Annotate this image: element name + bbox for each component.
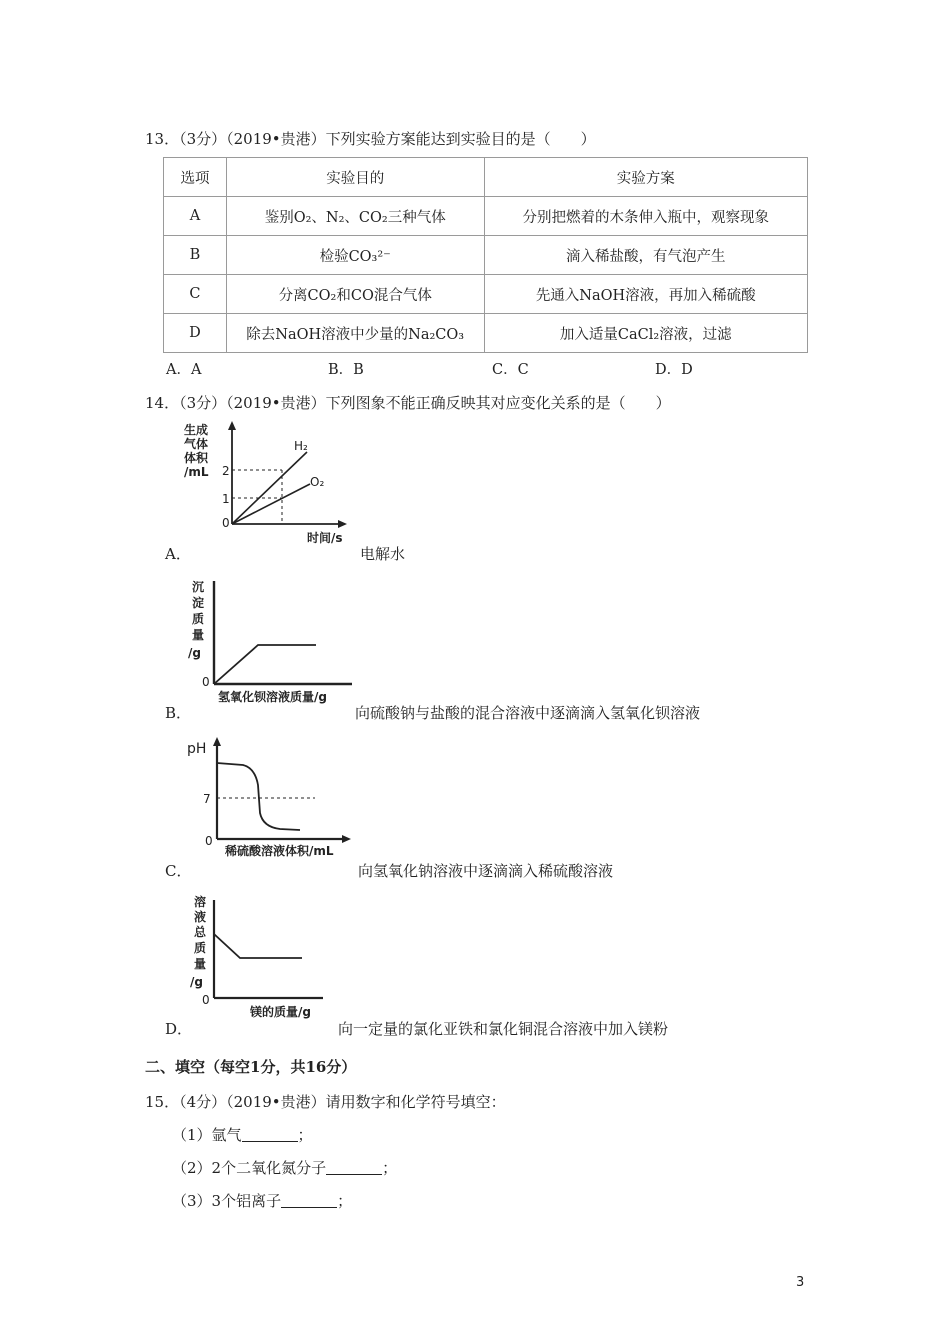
q15-item-end: ； [337,1192,353,1210]
answer-blank[interactable] [326,1160,382,1175]
q15-item-label: （3）3个铝离子 [172,1192,282,1210]
q15-item [172,1157,397,1178]
table-header: 实验目的 [226,158,484,197]
q15-item [172,1190,352,1211]
table-cell: B [164,236,227,275]
graph-a-ylabel: /mL [184,465,209,479]
graph-b-ylabel: 量 [192,628,205,642]
graph-b-ylabel: 沉 [192,580,205,594]
table-cell: 分别把燃着的木条伸入瓶中，观察现象 [484,197,807,236]
q13-option-d: D．D [655,362,693,378]
table-cell: 分离CO₂和CO混合气体 [226,275,484,314]
table-cell: 鉴别O₂、N₂、CO₂三种气体 [226,197,484,236]
mass-curve [214,934,302,958]
graph-d-ylabel: 质 [194,941,207,955]
graph-c-ylabel: pH [187,741,207,757]
graph-b-xlabel: 氢氧化钡溶液质量/g [218,690,327,704]
graph-a-ylabel: 气体 [184,437,209,451]
q14-stem: 14．（3分）（2019•贵港）下列图象不能正确反映其对应变化关系的是（ ） [145,394,671,412]
ph-curve [217,763,300,830]
table-cell: 滴入稀盐酸，有气泡产生 [484,236,807,275]
series-label-o2: O₂ [310,475,325,489]
q15-item-label: （1）氩气 [172,1126,242,1144]
q15-item [172,1124,313,1145]
q14-option-c-letter: C． [165,862,192,880]
y-tick-label: 2 [222,464,230,478]
table-cell: 检验CO₃²⁻ [226,236,484,275]
graph-a [182,418,352,548]
section-title: 二、填空（每空1分，共16分） [145,1058,357,1076]
graph-d [188,892,348,1022]
origin-label: 0 [205,834,213,848]
graph-d-ylabel: /g [190,975,203,989]
table-row [164,275,808,314]
table-cell: 加入适量CaCl₂溶液，过滤 [484,314,807,353]
answer-blank[interactable] [242,1127,298,1142]
origin-label: 0 [202,675,210,689]
graph-b-ylabel: 质 [192,612,205,626]
q14-option-a-caption: 电解水 [360,545,406,563]
q13-option-a: A．A [166,362,202,378]
graph-d-xlabel: 镁的质量/g [250,1005,311,1019]
graph-d-ylabel: 液 [194,910,207,924]
series-label-h2: H₂ [294,439,308,453]
graph-a-ylabel: 体积 [184,451,209,465]
h2-line [232,452,307,524]
table-header: 实验方案 [484,158,807,197]
o2-line [232,484,310,524]
q13-stem: 13．（3分）（2019•贵港）下列实验方案能达到实验目的是（ ） [145,130,596,148]
graph-b-ylabel: 淀 [192,596,205,610]
table-header: 选项 [164,158,227,197]
graph-b-ylabel: /g [188,646,201,660]
y-axis-arrow-icon [228,421,236,430]
x-axis-arrow-icon [342,835,351,843]
precipitate-curve [214,645,316,684]
answer-blank[interactable] [281,1193,337,1208]
origin-label: 0 [222,516,230,530]
q14-option-b-caption: 向硫酸钠与盐酸的混合溶液中逐滴滴入氢氧化钡溶液 [355,704,701,722]
table-cell: A [164,197,227,236]
graph-b [182,577,362,707]
q13-option-c: C．C [492,362,529,378]
table-cell: 先通入NaOH溶液，再加入稀硫酸 [484,275,807,314]
graph-a-xlabel: 时间/s [307,531,343,545]
y-axis-arrow-icon [213,737,221,746]
table-cell: D [164,314,227,353]
table-row [164,197,808,236]
y-tick-label: 7 [203,792,211,806]
q14-option-c-caption: 向氢氧化钠溶液中逐滴滴入稀硫酸溶液 [358,862,614,880]
graph-c-xlabel: 稀硫酸溶液体积/mL [225,844,334,858]
q14-option-a-letter: A． [165,545,191,563]
graph-d-ylabel: 量 [194,957,207,971]
graph-a-ylabel: 生成 [184,423,209,437]
x-axis-arrow-icon [338,520,347,528]
q15-item-label: （2）2个二氧化氮分子 [172,1159,327,1177]
q14-option-b-letter: B． [165,704,192,722]
graph-c [185,735,365,860]
y-tick-label: 1 [222,492,230,506]
q15-item-end: ； [382,1159,398,1177]
graph-d-ylabel: 溶 [194,895,207,909]
q15-item-end: ； [297,1126,313,1144]
table-cell: C [164,275,227,314]
table-row [164,236,808,275]
q15-stem: 15．（4分）（2019•贵港）请用数字和化学符号填空： [145,1093,506,1111]
table-row [164,314,808,353]
q13-table [163,157,808,353]
q14-option-d-letter: D． [165,1020,193,1038]
graph-d-ylabel: 总 [194,925,207,939]
page-number: 3 [796,1275,805,1290]
table-cell: 除去NaOH溶液中少量的Na₂CO₃ [226,314,484,353]
q13-option-b: B．B [328,362,364,378]
origin-label: 0 [202,993,210,1007]
table-header-row [164,158,808,197]
q14-option-d-caption: 向一定量的氯化亚铁和氯化铜混合溶液中加入镁粉 [338,1020,669,1038]
